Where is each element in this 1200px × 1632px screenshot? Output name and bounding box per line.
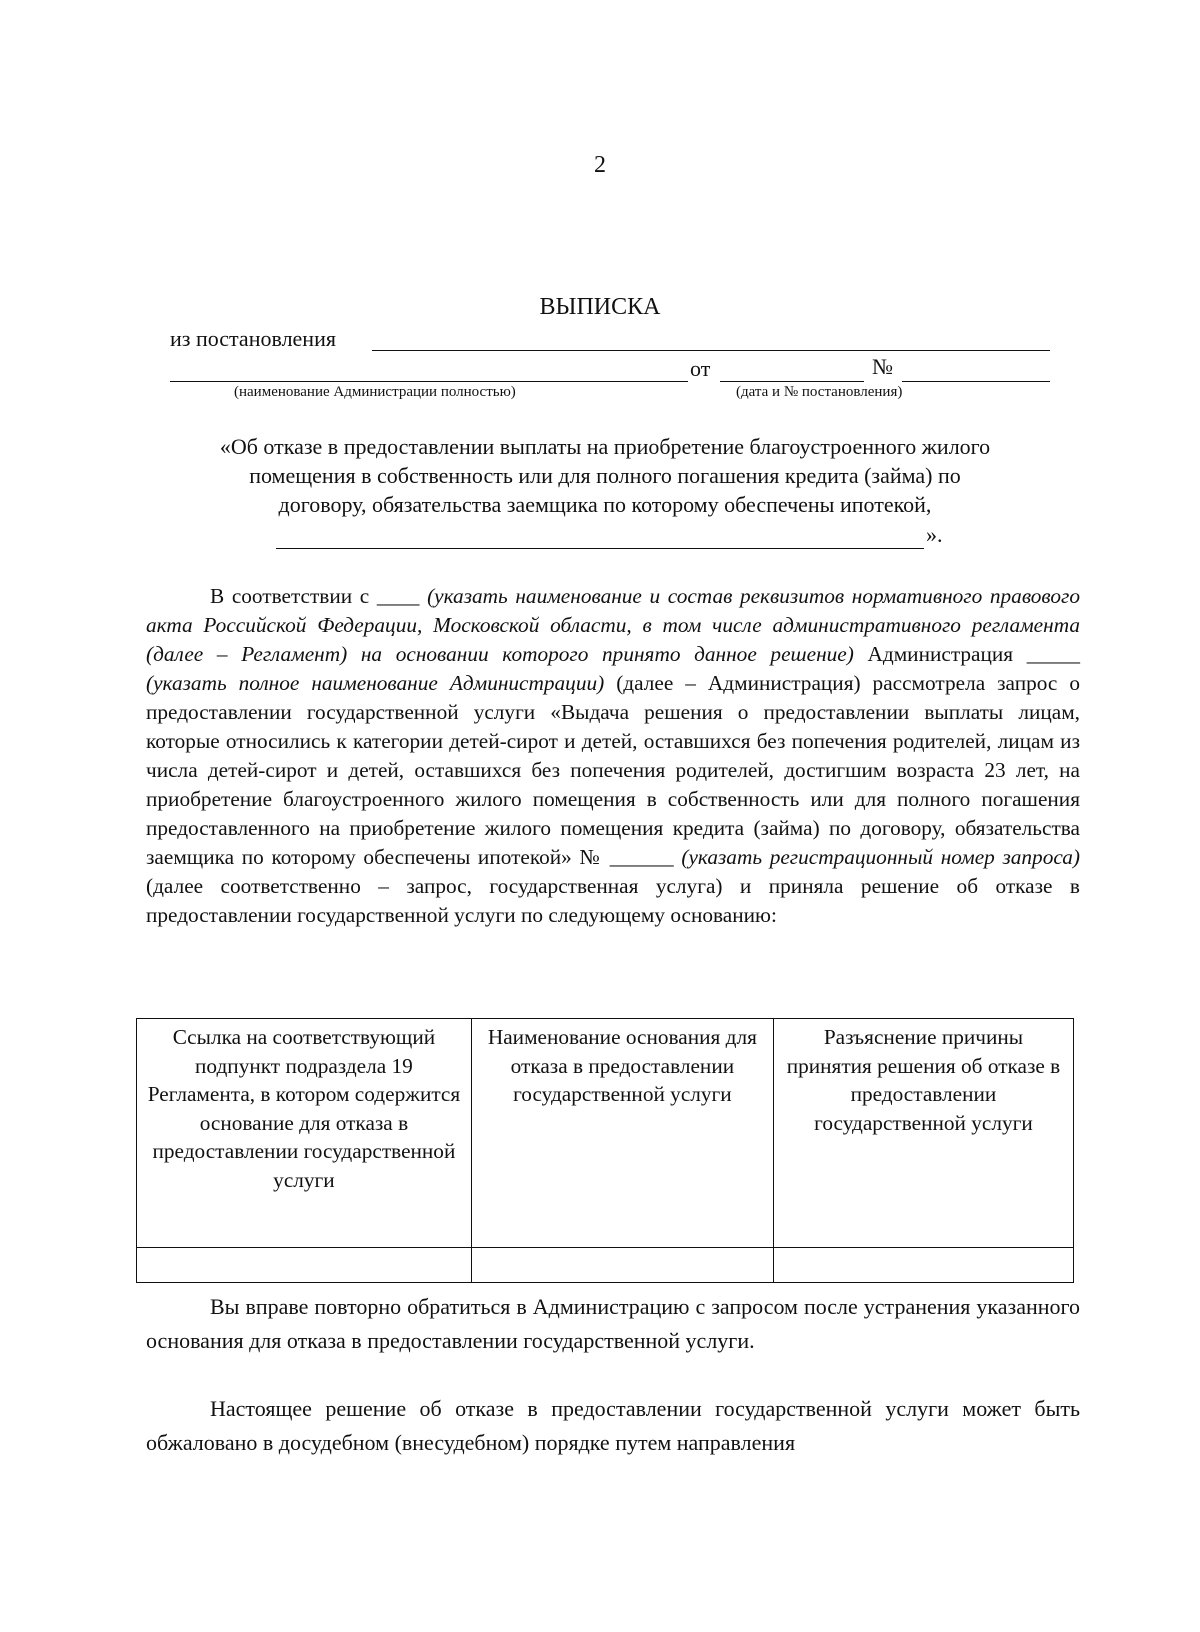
appeal-paragraph (146, 1392, 1080, 1460)
decision-heading-closing-quote: ». (926, 522, 943, 547)
paragraph-text: В соответствии с ____ (210, 584, 420, 608)
page-number: 2 (594, 152, 606, 178)
paragraph-text: Администрация _____ (867, 642, 1080, 666)
paragraph-text: Вы вправе повторно обратиться в Администрацию с запросом после устранения указанного основания для отказа в предоставлении государственной услуги. (146, 1294, 1080, 1353)
date-blank-line (720, 381, 864, 382)
from-resolution-label: из постановления (170, 326, 336, 351)
admin-name-blank-line (170, 381, 688, 382)
resolution-blank-line (372, 350, 1050, 351)
date-number-caption: (дата и № постановления) (736, 384, 903, 400)
table-header-row (137, 1019, 1074, 1248)
decision-heading (130, 432, 1080, 519)
decision-heading-line: договору, обязательства заемщика по которому обеспечены ипотекой, (278, 492, 932, 517)
instruction-text: (указать полное наименование Администрации) (146, 671, 605, 695)
number-label: № (872, 354, 893, 379)
admin-name-caption: (наименование Администрации полностью) (234, 384, 516, 400)
document-title: ВЫПИСКА (539, 294, 661, 320)
table-header-cell: Ссылка на соответствующий подпункт подраздела 19 Регламента, в котором содержится основание для отказа в предоставлении государственной услуги (137, 1019, 472, 1248)
paragraph-text: Настоящее решение об отказе в предоставлении государственной услуги может быть обжаловано в досудебном (внесудебном) порядке путем направления (146, 1396, 1080, 1455)
refusal-reasons-table (136, 1018, 1074, 1283)
instruction-text: (указать регистрационный номер запроса) (681, 845, 1080, 869)
table-header-cell: Разъяснение причины принятия решения об отказе в предоставлении государственной услуги (773, 1019, 1073, 1248)
instruction-text: (указать наименование и состав реквизитов нормативного правового акта Российской Федерации, Московской области, в том числе административного регламента (далее – Регламент) на основании которого принято данное решение) (146, 584, 1080, 666)
decision-heading-line: помещения в собственность или для полного погашения кредита (займа) по (249, 463, 961, 488)
table-cell (471, 1248, 773, 1283)
decision-heading-line: «Об отказе в предоставлении выплаты на приобретение благоустроенного жилого (219, 434, 991, 459)
paragraph-text: (далее – Администрация) рассмотрела запрос о предоставлении государственной услуги «Выдача решения о предоставлении выплаты лицам, которые относились к категории детей-сирот и детей, оставшихся без попечения родителей, лицам из числа детей-сирот и детей, оставшихся без попечения родителей, достигшим возраста 23 лет, на приобретение благоустроенного жилого помещения в собственность или для полного погашения предоставленного на приобретение жилого помещения кредита (займа) по договору, обязательства заемщика по которому обеспечены ипотекой» № ______ (146, 671, 1080, 869)
main-paragraph (146, 582, 1080, 930)
ot-label: от (690, 356, 711, 381)
reapply-paragraph (146, 1290, 1080, 1358)
table-row (137, 1248, 1074, 1283)
number-blank-line (902, 381, 1050, 382)
table-cell (137, 1248, 472, 1283)
table-cell (773, 1248, 1073, 1283)
paragraph-text: (далее соответственно – запрос, государственная услуга) и приняла решение об отказе в предоставлении государственной услуги по следующему основанию: (146, 874, 1080, 927)
decision-heading-blank-line (276, 548, 924, 549)
table-header-cell: Наименование основания для отказа в предоставлении государственной услуги (471, 1019, 773, 1248)
